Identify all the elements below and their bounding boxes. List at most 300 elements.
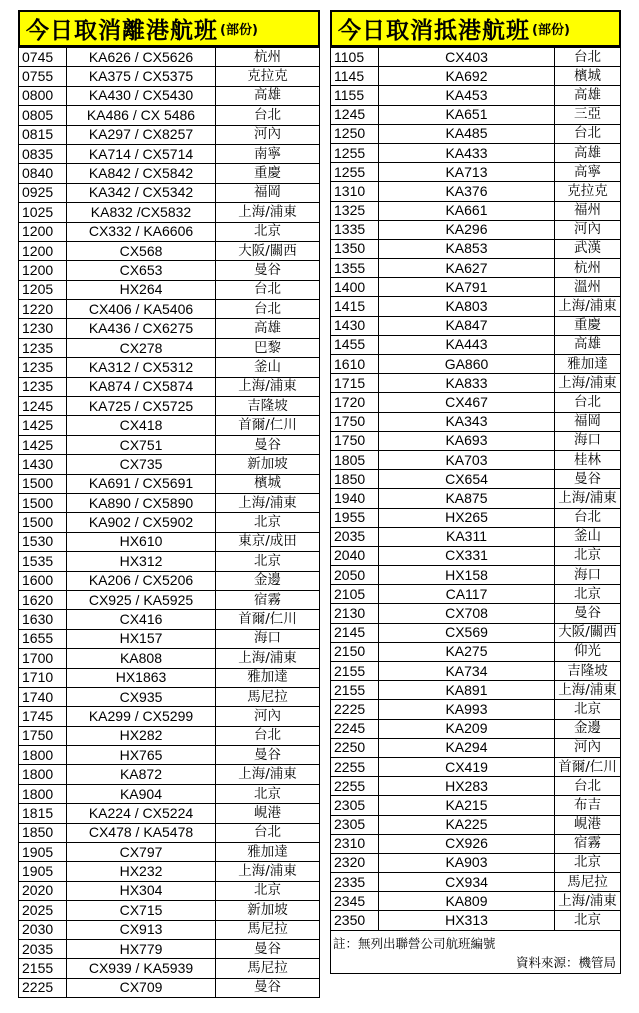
arrival-row xyxy=(331,335,621,354)
time-cell: 1200 xyxy=(19,241,67,260)
departures-title-text: 今日取消離港航班 xyxy=(26,18,218,44)
time-cell: 1905 xyxy=(19,843,67,862)
destination-cell: 檳城 xyxy=(555,67,621,86)
flight-cell: CX935 xyxy=(67,687,216,706)
destination-cell: 台北 xyxy=(216,106,320,125)
departure-row xyxy=(19,261,320,280)
destination-cell: 新加坡 xyxy=(216,901,320,920)
departure-row xyxy=(19,687,320,706)
time-cell: 2030 xyxy=(19,920,67,939)
time-cell: 2305 xyxy=(331,815,379,834)
flight-cell: KA842 / CX5842 xyxy=(67,164,216,183)
time-cell: 1630 xyxy=(19,610,67,629)
flight-cell: CX925 / KA5925 xyxy=(67,590,216,609)
departure-row xyxy=(19,67,320,86)
arrival-row xyxy=(331,681,621,700)
flight-cell: KA853 xyxy=(379,239,555,258)
destination-cell: 上海/浦東 xyxy=(555,681,621,700)
flight-cell: KA433 xyxy=(379,143,555,162)
departure-row xyxy=(19,978,320,997)
arrival-row xyxy=(331,86,621,105)
flight-cell: HX313 xyxy=(379,911,555,930)
destination-cell: 河內 xyxy=(216,125,320,144)
time-cell: 0755 xyxy=(19,67,67,86)
time-cell: 2350 xyxy=(331,911,379,930)
flight-cell: CA117 xyxy=(379,585,555,604)
time-cell: 1600 xyxy=(19,571,67,590)
arrival-row xyxy=(331,431,621,450)
time-cell: 1145 xyxy=(331,67,379,86)
time-cell: 1955 xyxy=(331,508,379,527)
flight-cell: CX418 xyxy=(67,416,216,435)
time-cell: 1815 xyxy=(19,804,67,823)
flight-cell: KA311 xyxy=(379,527,555,546)
destination-cell: 高雄 xyxy=(216,86,320,105)
destination-cell: 上海/浦東 xyxy=(555,374,621,393)
arrivals-title-note: (部份) xyxy=(532,23,570,38)
destination-cell: 上海/浦東 xyxy=(555,892,621,911)
time-cell: 1205 xyxy=(19,280,67,299)
flight-cell: HX264 xyxy=(67,280,216,299)
time-cell: 0835 xyxy=(19,144,67,163)
arrival-row xyxy=(331,623,621,642)
flight-cell: KA661 xyxy=(379,201,555,220)
arrival-row xyxy=(331,355,621,374)
departure-row xyxy=(19,881,320,900)
flight-cell: KA847 xyxy=(379,316,555,335)
departure-row xyxy=(19,280,320,299)
flight-cell: KA714 / CX5714 xyxy=(67,144,216,163)
time-cell: 2255 xyxy=(331,757,379,776)
destination-cell: 福州 xyxy=(555,201,621,220)
time-cell: 2040 xyxy=(331,546,379,565)
arrival-row xyxy=(331,853,621,872)
flight-cell: KA874 / CX5874 xyxy=(67,377,216,396)
arrival-row xyxy=(331,527,621,546)
flight-cell: KA832 /CX5832 xyxy=(67,203,216,222)
time-cell: 1850 xyxy=(331,470,379,489)
arrival-row xyxy=(331,316,621,335)
destination-cell: 釜山 xyxy=(555,527,621,546)
arrival-row xyxy=(331,834,621,853)
destination-cell: 曼谷 xyxy=(216,435,320,454)
departure-row xyxy=(19,48,320,67)
destination-cell: 北京 xyxy=(555,911,621,930)
flight-cell: KA713 xyxy=(379,163,555,182)
destination-cell: 上海/浦東 xyxy=(216,649,320,668)
departure-row xyxy=(19,939,320,958)
departure-row xyxy=(19,726,320,745)
time-cell: 2335 xyxy=(331,873,379,892)
time-cell: 1500 xyxy=(19,493,67,512)
flight-cell: KA791 xyxy=(379,278,555,297)
destination-cell: 東京/成田 xyxy=(216,532,320,551)
time-cell: 1235 xyxy=(19,377,67,396)
departure-row xyxy=(19,474,320,493)
flight-cell: CX419 xyxy=(379,757,555,776)
flight-cell: CX708 xyxy=(379,604,555,623)
destination-cell: 河內 xyxy=(555,220,621,239)
arrival-row xyxy=(331,163,621,182)
flight-cell: HX765 xyxy=(67,746,216,765)
time-cell: 1750 xyxy=(331,412,379,431)
time-cell: 1425 xyxy=(19,435,67,454)
arrival-row xyxy=(331,873,621,892)
footnote: 註：無列出聯營公司航班編號 xyxy=(333,935,496,951)
destination-cell: 北京 xyxy=(555,700,621,719)
time-cell: 1750 xyxy=(331,431,379,450)
arrival-row xyxy=(331,278,621,297)
flight-cell: KA206 / CX5206 xyxy=(67,571,216,590)
flight-cell: KA215 xyxy=(379,796,555,815)
time-cell: 1415 xyxy=(331,297,379,316)
destination-cell: 北京 xyxy=(216,552,320,571)
destination-cell: 杭州 xyxy=(555,259,621,278)
time-cell: 1800 xyxy=(19,746,67,765)
destination-cell: 吉隆坡 xyxy=(216,397,320,416)
time-cell: 0815 xyxy=(19,125,67,144)
time-cell: 1750 xyxy=(19,726,67,745)
arrival-row xyxy=(331,566,621,585)
arrival-row xyxy=(331,911,621,930)
flight-cell: KA225 xyxy=(379,815,555,834)
flight-cell: CX913 xyxy=(67,920,216,939)
flight-cell: KA725 / CX5725 xyxy=(67,397,216,416)
arrival-row xyxy=(331,124,621,143)
departure-row xyxy=(19,862,320,881)
arrival-row xyxy=(331,719,621,738)
time-cell: 1430 xyxy=(331,316,379,335)
departure-row xyxy=(19,106,320,125)
arrival-row xyxy=(331,297,621,316)
time-cell: 2255 xyxy=(331,777,379,796)
destination-cell: 峴港 xyxy=(555,815,621,834)
destination-cell: 金邊 xyxy=(555,719,621,738)
flight-cell: KA486 / CX 5486 xyxy=(67,106,216,125)
destination-cell: 首爾/仁川 xyxy=(555,757,621,776)
time-cell: 2155 xyxy=(19,959,67,978)
flight-cell: CX568 xyxy=(67,241,216,260)
destination-cell: 上海/浦東 xyxy=(555,297,621,316)
time-cell: 0925 xyxy=(19,183,67,202)
flight-cell: HX157 xyxy=(67,629,216,648)
time-cell: 2320 xyxy=(331,853,379,872)
destination-cell: 金邊 xyxy=(216,571,320,590)
destination-cell: 台北 xyxy=(555,124,621,143)
time-cell: 1255 xyxy=(331,163,379,182)
destination-cell: 高雄 xyxy=(555,335,621,354)
flight-cell: KA734 xyxy=(379,662,555,681)
flight-cell: KA342 / CX5342 xyxy=(67,183,216,202)
time-cell: 2345 xyxy=(331,892,379,911)
destination-cell: 曼谷 xyxy=(216,746,320,765)
departure-row xyxy=(19,920,320,939)
arrival-row xyxy=(331,508,621,527)
destination-cell: 上海/浦東 xyxy=(216,377,320,396)
time-cell: 2020 xyxy=(19,881,67,900)
departure-row xyxy=(19,493,320,512)
departures-title-note: (部份) xyxy=(220,23,258,38)
arrival-row xyxy=(331,374,621,393)
departure-row xyxy=(19,125,320,144)
destination-cell: 重慶 xyxy=(216,164,320,183)
time-cell: 1455 xyxy=(331,335,379,354)
arrivals-title-text: 今日取消抵港航班 xyxy=(338,18,530,44)
departure-row xyxy=(19,222,320,241)
time-cell: 0805 xyxy=(19,106,67,125)
destination-cell: 曼谷 xyxy=(555,470,621,489)
time-cell: 2310 xyxy=(331,834,379,853)
flight-cell: CX331 xyxy=(379,546,555,565)
departure-row xyxy=(19,241,320,260)
time-cell: 1715 xyxy=(331,374,379,393)
departure-row xyxy=(19,86,320,105)
source-note: 資料來源：機管局 xyxy=(515,954,616,970)
departure-row xyxy=(19,513,320,532)
time-cell: 1905 xyxy=(19,862,67,881)
departure-row xyxy=(19,552,320,571)
flight-cell: KA209 xyxy=(379,719,555,738)
time-cell: 2250 xyxy=(331,738,379,757)
flight-cell: KA903 xyxy=(379,853,555,872)
destination-cell: 高寧 xyxy=(555,163,621,182)
departures-table xyxy=(18,47,320,998)
time-cell: 1230 xyxy=(19,319,67,338)
destination-cell: 福岡 xyxy=(555,412,621,431)
arrival-row xyxy=(331,48,621,67)
time-cell: 1805 xyxy=(331,450,379,469)
time-cell: 2035 xyxy=(331,527,379,546)
destination-cell: 克拉克 xyxy=(216,67,320,86)
flight-cell: KA626 / CX5626 xyxy=(67,48,216,67)
destination-cell: 台北 xyxy=(555,508,621,527)
departure-row xyxy=(19,765,320,784)
time-cell: 1335 xyxy=(331,220,379,239)
destination-cell: 高雄 xyxy=(555,143,621,162)
destination-cell: 台北 xyxy=(555,48,621,67)
time-cell: 2025 xyxy=(19,901,67,920)
flight-cell: HX779 xyxy=(67,939,216,958)
flight-cell: KA296 xyxy=(379,220,555,239)
destination-cell: 上海/浦東 xyxy=(216,493,320,512)
destination-cell: 宿霧 xyxy=(216,590,320,609)
destination-cell: 雅加達 xyxy=(216,668,320,687)
flight-cell: KA430 / CX5430 xyxy=(67,86,216,105)
time-cell: 1800 xyxy=(19,765,67,784)
departure-row xyxy=(19,668,320,687)
flight-cell: KA875 xyxy=(379,489,555,508)
destination-cell: 北京 xyxy=(555,546,621,565)
flight-cell: CX416 xyxy=(67,610,216,629)
departure-row xyxy=(19,959,320,978)
arrival-row xyxy=(331,796,621,815)
flight-cell: CX406 / KA5406 xyxy=(67,300,216,319)
destination-cell: 台北 xyxy=(555,393,621,412)
arrivals-title xyxy=(330,10,621,47)
destination-cell: 大阪/關西 xyxy=(216,241,320,260)
time-cell: 2105 xyxy=(331,585,379,604)
flight-cell: KA872 xyxy=(67,765,216,784)
destination-cell: 北京 xyxy=(555,585,621,604)
destination-cell: 上海/浦東 xyxy=(216,203,320,222)
time-cell: 1800 xyxy=(19,784,67,803)
destination-cell: 上海/浦東 xyxy=(216,862,320,881)
time-cell: 1105 xyxy=(331,48,379,67)
arrival-row xyxy=(331,259,621,278)
destination-cell: 雅加達 xyxy=(555,355,621,374)
arrival-row xyxy=(331,143,621,162)
time-cell: 1200 xyxy=(19,261,67,280)
arrival-row xyxy=(331,642,621,661)
flight-cell: GA860 xyxy=(379,355,555,374)
destination-cell: 台北 xyxy=(555,777,621,796)
arrival-row xyxy=(331,105,621,124)
departure-row xyxy=(19,707,320,726)
destination-cell: 首爾/仁川 xyxy=(216,610,320,629)
flight-cell: KA833 xyxy=(379,374,555,393)
destination-cell: 桂林 xyxy=(555,450,621,469)
time-cell: 1350 xyxy=(331,239,379,258)
arrival-row xyxy=(331,757,621,776)
destination-cell: 高雄 xyxy=(555,86,621,105)
flight-cell: CX278 xyxy=(67,338,216,357)
flight-cell: KA904 xyxy=(67,784,216,803)
departure-row xyxy=(19,358,320,377)
flight-cell: KA808 xyxy=(67,649,216,668)
flight-cell: KA627 xyxy=(379,259,555,278)
arrival-row xyxy=(331,220,621,239)
destination-cell: 宿霧 xyxy=(555,834,621,853)
flight-cell: KA890 / CX5890 xyxy=(67,493,216,512)
arrival-row xyxy=(331,738,621,757)
destination-cell: 克拉克 xyxy=(555,182,621,201)
departure-row xyxy=(19,203,320,222)
arrival-row xyxy=(331,662,621,681)
time-cell: 1245 xyxy=(19,397,67,416)
time-cell: 1620 xyxy=(19,590,67,609)
departure-row xyxy=(19,377,320,396)
time-cell: 1710 xyxy=(19,668,67,687)
destination-cell: 河內 xyxy=(216,707,320,726)
departure-row xyxy=(19,319,320,338)
flight-cell: KA297 / CX8257 xyxy=(67,125,216,144)
time-cell: 1310 xyxy=(331,182,379,201)
departure-row xyxy=(19,746,320,765)
destination-cell: 台北 xyxy=(216,726,320,745)
destination-cell: 新加坡 xyxy=(216,455,320,474)
time-cell: 1355 xyxy=(331,259,379,278)
arrival-row xyxy=(331,815,621,834)
time-cell: 1425 xyxy=(19,416,67,435)
flight-cell: KA803 xyxy=(379,297,555,316)
flight-cell: CX715 xyxy=(67,901,216,920)
time-cell: 1220 xyxy=(19,300,67,319)
destination-cell: 北京 xyxy=(216,513,320,532)
destination-cell: 馬尼拉 xyxy=(216,687,320,706)
flight-cell: KA691 / CX5691 xyxy=(67,474,216,493)
flight-cell: KA485 xyxy=(379,124,555,143)
flight-cell: KA453 xyxy=(379,86,555,105)
destination-cell: 杭州 xyxy=(216,48,320,67)
flight-cell: KA692 xyxy=(379,67,555,86)
time-cell: 2155 xyxy=(331,681,379,700)
time-cell: 2150 xyxy=(331,642,379,661)
flight-cell: CX653 xyxy=(67,261,216,280)
time-cell: 1720 xyxy=(331,393,379,412)
flight-cell: KA343 xyxy=(379,412,555,431)
departure-row xyxy=(19,397,320,416)
destination-cell: 曼谷 xyxy=(216,261,320,280)
destination-cell: 福岡 xyxy=(216,183,320,202)
notes-box xyxy=(330,931,621,974)
destination-cell: 高雄 xyxy=(216,319,320,338)
departure-row xyxy=(19,901,320,920)
arrival-row xyxy=(331,67,621,86)
flight-cell: KA891 xyxy=(379,681,555,700)
time-cell: 2155 xyxy=(331,662,379,681)
destination-cell: 河內 xyxy=(555,738,621,757)
destination-cell: 大阪/關西 xyxy=(555,623,621,642)
time-cell: 1200 xyxy=(19,222,67,241)
departure-row xyxy=(19,784,320,803)
time-cell: 0840 xyxy=(19,164,67,183)
flight-cell: KA299 / CX5299 xyxy=(67,707,216,726)
time-cell: 1235 xyxy=(19,338,67,357)
arrival-row xyxy=(331,604,621,623)
destination-cell: 三亞 xyxy=(555,105,621,124)
flight-cell: CX332 / KA6606 xyxy=(67,222,216,241)
time-cell: 1500 xyxy=(19,474,67,493)
arrival-row xyxy=(331,489,621,508)
destination-cell: 上海/浦東 xyxy=(555,489,621,508)
time-cell: 0800 xyxy=(19,86,67,105)
flight-cell: KA809 xyxy=(379,892,555,911)
flight-cell: KA294 xyxy=(379,738,555,757)
departure-row xyxy=(19,843,320,862)
flight-cell: CX478 / KA5478 xyxy=(67,823,216,842)
time-cell: 2305 xyxy=(331,796,379,815)
departure-row xyxy=(19,629,320,648)
flight-cell: CX467 xyxy=(379,393,555,412)
arrival-row xyxy=(331,450,621,469)
flight-cell: KA312 / CX5312 xyxy=(67,358,216,377)
flight-cell: CX569 xyxy=(379,623,555,642)
time-cell: 2130 xyxy=(331,604,379,623)
flight-cell: HX283 xyxy=(379,777,555,796)
time-cell: 0745 xyxy=(19,48,67,67)
departure-row xyxy=(19,338,320,357)
departure-row xyxy=(19,590,320,609)
flight-cell: KA703 xyxy=(379,450,555,469)
arrival-row xyxy=(331,412,621,431)
flight-cell: HX312 xyxy=(67,552,216,571)
flight-cell: HX304 xyxy=(67,881,216,900)
arrival-row xyxy=(331,393,621,412)
departure-row xyxy=(19,144,320,163)
destination-cell: 雅加達 xyxy=(216,843,320,862)
arrival-row xyxy=(331,546,621,565)
destination-cell: 檳城 xyxy=(216,474,320,493)
time-cell: 2225 xyxy=(19,978,67,997)
time-cell: 1530 xyxy=(19,532,67,551)
flight-cell: CX735 xyxy=(67,455,216,474)
flight-cell: HX282 xyxy=(67,726,216,745)
destination-cell: 吉隆坡 xyxy=(555,662,621,681)
time-cell: 2050 xyxy=(331,566,379,585)
destination-cell: 重慶 xyxy=(555,316,621,335)
departures-panel xyxy=(18,10,320,998)
time-cell: 1535 xyxy=(19,552,67,571)
